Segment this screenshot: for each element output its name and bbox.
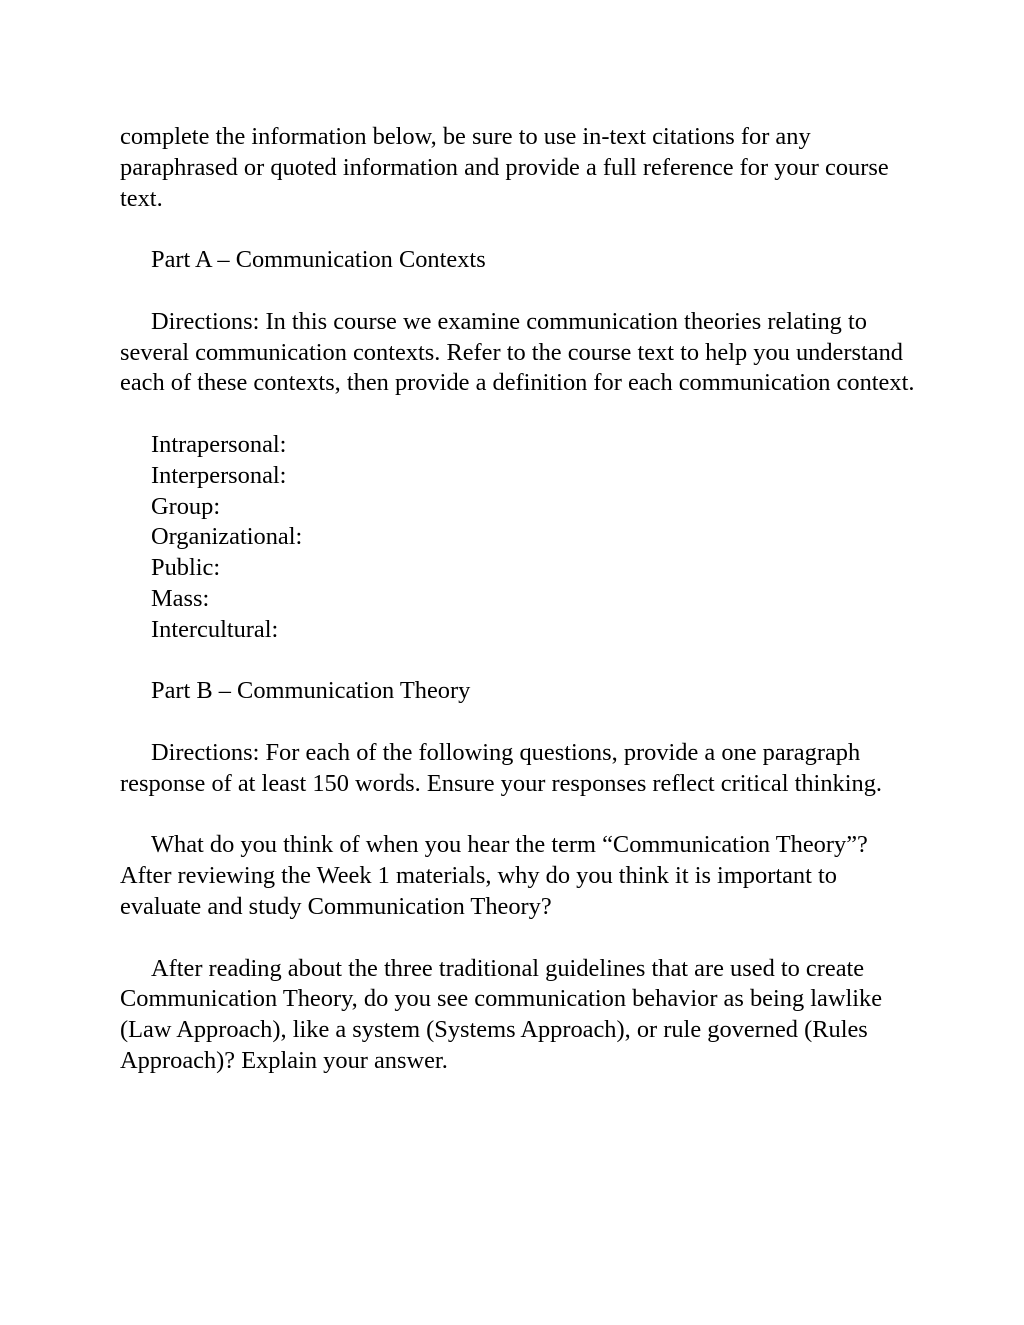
context-mass: Mass:: [151, 584, 210, 612]
part-a-directions: Directions: In this course we examine communication theories relating to several communication contexts. Refer to the course text to help you understand each of these contexts, then provide a definition for each communication context.: [120, 307, 915, 397]
part-b-directions: Directions: For each of the following questions, provide a one paragraph response of at least 150 words. Ensure your responses reflect critical thinking.: [120, 738, 882, 797]
intro-paragraph: complete the information below, be sure to use in-text citations for any paraphrased or quoted information and provide a full reference for your course text.: [120, 123, 889, 212]
context-intercultural: Intercultural:: [151, 615, 279, 643]
part-b-heading: Part B – Communication Theory: [151, 677, 471, 705]
question-1: What do you think of when you hear the term “Communication Theory”? After reviewing the Week 1 materials, why do you think it is important to evaluate and study Communication Theory?: [120, 831, 868, 920]
context-intrapersonal: Intrapersonal:: [151, 430, 287, 458]
context-organizational: Organizational:: [151, 523, 303, 551]
context-group: Group:: [151, 492, 221, 520]
context-public: Public:: [151, 554, 221, 582]
context-list: [120, 430, 920, 646]
question-2: After reading about the three traditional guidelines that are used to create Communication Theory, do you see communication behavior as being lawlike (Law Approach), like a system (Systems Approach), or rule governed (Rules Approach)? Explain your answer.: [120, 954, 883, 1074]
part-a-heading: Part A – Communication Contexts: [151, 246, 486, 274]
context-interpersonal: Interpersonal:: [151, 461, 287, 489]
document-page: [120, 122, 920, 1108]
